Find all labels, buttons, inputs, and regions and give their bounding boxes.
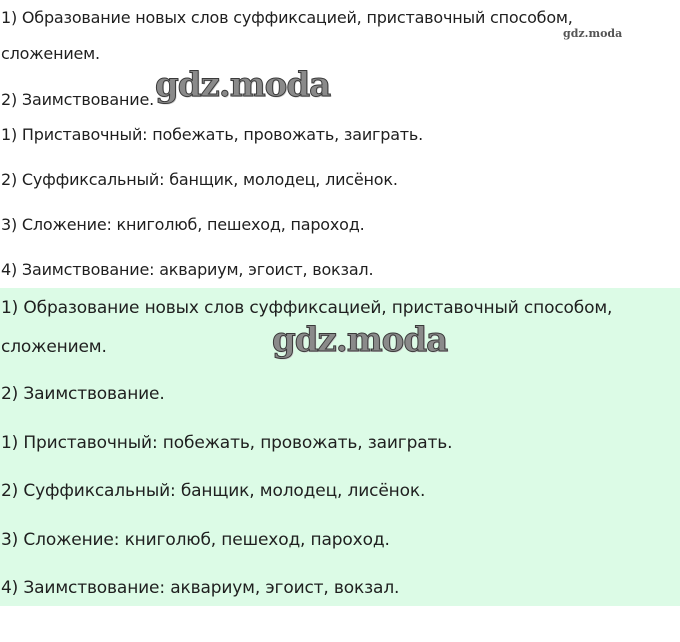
answer-line: 2) Заимствование. <box>1 384 165 404</box>
answer-line: 2) Суффиксальный: банщик, молодец, лисёнок. <box>1 481 426 501</box>
answer-line: 3) Сложение: книголюб, пешеход, пароход. <box>1 215 365 234</box>
answer-line: 4) Заимствование: аквариум, эгоист, вокзал. <box>1 578 400 598</box>
answer-line: 2) Суффиксальный: банщик, молодец, лисёнок. <box>1 170 398 189</box>
watermark-logo: gdz.moda <box>272 320 448 360</box>
answer-line: 1) Приставочный: побежать, провожать, заиграть. <box>1 433 453 453</box>
answer-line: сложением. <box>1 44 100 63</box>
answer-line: 3) Сложение: книголюб, пешеход, пароход. <box>1 530 390 550</box>
answer-line: сложением. <box>1 337 107 357</box>
answer-block-top <box>0 0 680 288</box>
answer-line: 4) Заимствование: аквариум, эгоист, вокзал. <box>1 260 374 279</box>
watermark-logo: gdz.moda <box>155 65 331 105</box>
answer-line: 2) Заимствование. <box>1 90 154 109</box>
answer-line: 1) Приставочный: побежать, провожать, заиграть. <box>1 125 424 144</box>
watermark-small: gdz.moda <box>563 27 623 40</box>
answer-line: 1) Образование новых слов суффиксацией, приставочный способом, <box>1 298 613 318</box>
answer-line: 1) Образование новых слов суффиксацией, приставочный способом, <box>1 8 573 27</box>
